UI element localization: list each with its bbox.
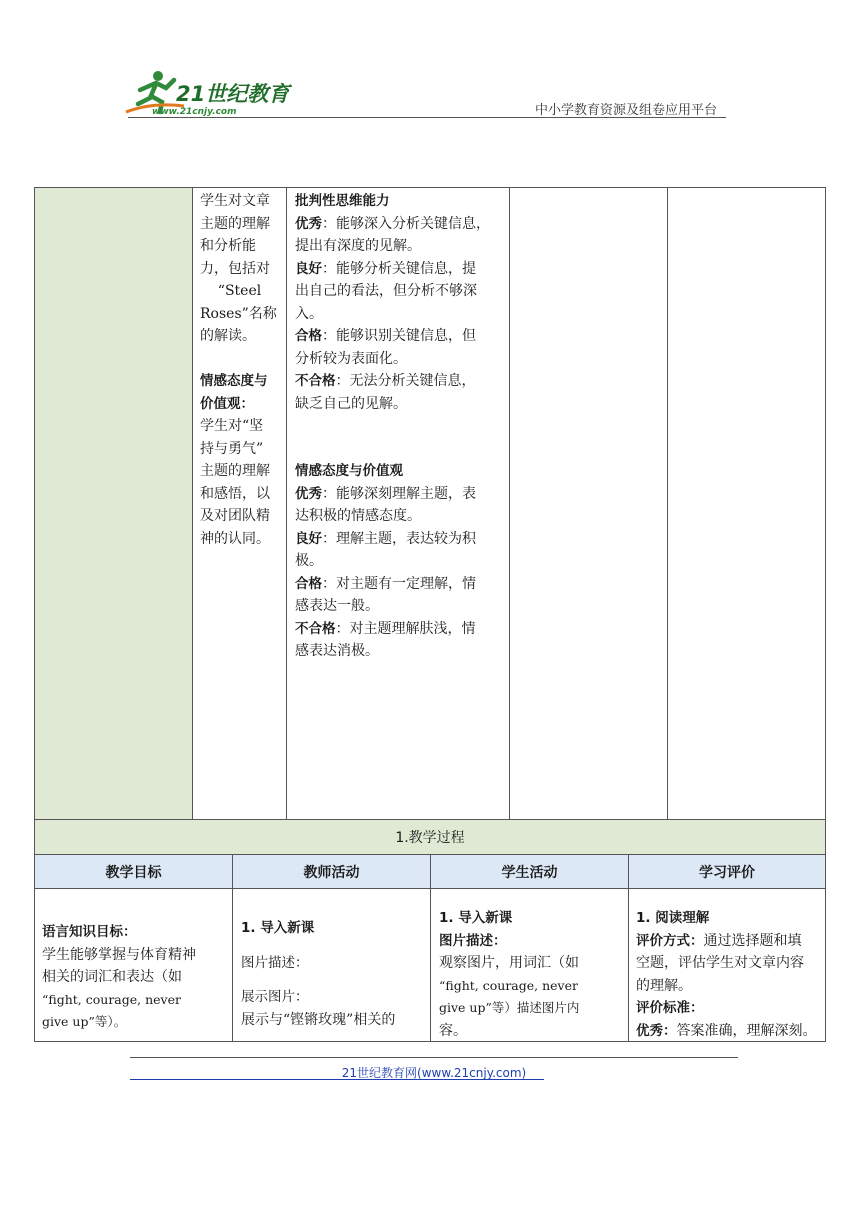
criteria-text: 出自己的看法，但分析不够深 xyxy=(295,283,477,299)
student-activity-cell xyxy=(430,888,629,1042)
column-header-student: 学生活动 xyxy=(430,854,629,889)
activity-subheading: 图片描述： xyxy=(439,932,507,949)
criteria-text: ：对主题理解肤浅，情 xyxy=(335,620,476,637)
activity-heading: 1. 导入新课 xyxy=(439,910,513,926)
goal-text: 神的认同。 xyxy=(200,530,270,547)
criteria-text: 感表达消极。 xyxy=(295,643,379,659)
top-row-empty-cell xyxy=(667,187,826,820)
activity-heading: 1. 导入新课 xyxy=(241,920,315,936)
evaluation-text: 空题，评估学生对文章内容 xyxy=(636,955,804,971)
grade-label: 优秀 xyxy=(295,485,322,502)
site-logo xyxy=(122,66,292,118)
goal-text: 主题的理解 xyxy=(200,215,270,232)
criteria-text: ：能够分析关键信息，提 xyxy=(322,260,476,277)
goal-heading: 语言知识目标： xyxy=(42,924,137,940)
activity-text: 观察图片，用词汇（如 xyxy=(439,955,579,971)
criteria-text: 极。 xyxy=(295,553,323,569)
activity-text: 展示与“铿锵玫瑰”相关的 xyxy=(241,1011,396,1028)
platform-name: 中小学教育资源及组卷应用平台 xyxy=(535,103,718,118)
goal-text: 持与勇气” xyxy=(200,440,264,457)
criteria-text: ：对主题有一定理解，情 xyxy=(322,575,476,592)
goal-text: 学生对文章 xyxy=(200,193,270,209)
goal-text: 相关的词汇和表达（如 xyxy=(42,969,182,985)
column-header-evaluation: 学习评价 xyxy=(628,854,826,889)
criteria-text: ：无法分析关键信息， xyxy=(335,373,476,389)
footer-link-underline xyxy=(130,1079,544,1080)
activity-text: “fight, courage, never xyxy=(439,977,578,993)
criteria-heading: 批判性思维能力 xyxy=(295,193,390,209)
section-title: 1.教学过程 xyxy=(34,819,826,855)
activity-text: 容。 xyxy=(439,1022,467,1039)
criteria-text: ：能够识别关键信息，但 xyxy=(322,328,476,344)
goal-text: “Steel xyxy=(217,283,262,299)
footer-divider xyxy=(130,1057,738,1058)
goals-cell xyxy=(34,888,233,1042)
criteria-text: ：理解主题，表达较为积 xyxy=(322,530,476,547)
criteria-text: 缺乏自己的见解。 xyxy=(295,395,407,412)
grade-label: 优秀 xyxy=(295,215,322,232)
goal-text: 和感悟，以 xyxy=(200,485,270,502)
criteria-text: 提出有深度的见解。 xyxy=(295,238,421,254)
evaluation-text: 的理解。 xyxy=(636,977,692,994)
goal-text: 力，包括对 xyxy=(200,260,270,277)
top-row-green-cell xyxy=(34,187,193,820)
grade-label: 合格 xyxy=(295,328,322,344)
evaluation-text: 答案准确，理解深刻。 xyxy=(676,1022,817,1039)
criteria-text: 入。 xyxy=(295,305,323,322)
top-row-goals-cell xyxy=(192,187,287,820)
logo-text: 21世纪教育 xyxy=(176,82,290,106)
goal-text: 学生能够掌握与体育精神 xyxy=(42,946,196,963)
goal-heading: 情感态度与 xyxy=(200,373,268,389)
evaluation-cell xyxy=(628,888,826,1042)
grade-label: 不合格 xyxy=(295,373,336,389)
grade-label: 良好 xyxy=(295,260,322,277)
teacher-activity-cell xyxy=(232,888,431,1042)
top-row-empty-cell xyxy=(509,187,668,820)
logo-url: www.21cnjy.com xyxy=(152,107,237,117)
goal-text: 及对团队精 xyxy=(200,508,270,524)
goal-text: give up”等）。 xyxy=(42,1014,127,1029)
header-divider xyxy=(128,117,726,118)
goal-text: “fight, courage, never xyxy=(42,991,181,1007)
goal-text: 学生对“坚 xyxy=(200,418,264,434)
activity-subheading: 展示图片： xyxy=(241,989,309,1005)
criteria-text: ：能够深刻理解主题，表 xyxy=(322,485,476,502)
evaluation-label: 优秀： xyxy=(636,1022,677,1039)
column-header-goals: 教学目标 xyxy=(34,854,233,889)
column-header-teacher: 教师活动 xyxy=(232,854,431,889)
evaluation-heading: 1. 阅读理解 xyxy=(636,910,710,926)
goal-text: Roses”名称 xyxy=(200,305,277,322)
evaluation-label: 评价方式： xyxy=(636,932,704,949)
criteria-text: ：能够深入分析关键信息， xyxy=(322,215,490,232)
criteria-text: 感表达一般。 xyxy=(295,598,379,614)
evaluation-label: 评价标准： xyxy=(636,1000,704,1016)
activity-subheading: 图片描述： xyxy=(241,954,309,971)
evaluation-text: 通过选择题和填 xyxy=(703,932,802,949)
goal-text: 和分析能 xyxy=(200,238,256,254)
goal-text: 主题的理解 xyxy=(200,463,270,479)
grade-label: 合格 xyxy=(295,575,322,592)
criteria-heading: 情感态度与价值观 xyxy=(295,463,403,479)
goal-text: 的解读。 xyxy=(200,328,256,344)
activity-text: give up”等）描述图片内 xyxy=(439,1000,580,1015)
top-row-criteria-cell xyxy=(286,187,510,820)
footer-link[interactable]: 21世纪教育网(www.21cnjy.com) xyxy=(341,1066,527,1080)
criteria-text: 达积极的情感态度。 xyxy=(295,508,421,524)
goal-heading: 价值观： xyxy=(200,395,254,412)
criteria-text: 分析较为表面化。 xyxy=(295,350,407,367)
grade-label: 良好 xyxy=(295,530,322,547)
grade-label: 不合格 xyxy=(295,620,336,637)
